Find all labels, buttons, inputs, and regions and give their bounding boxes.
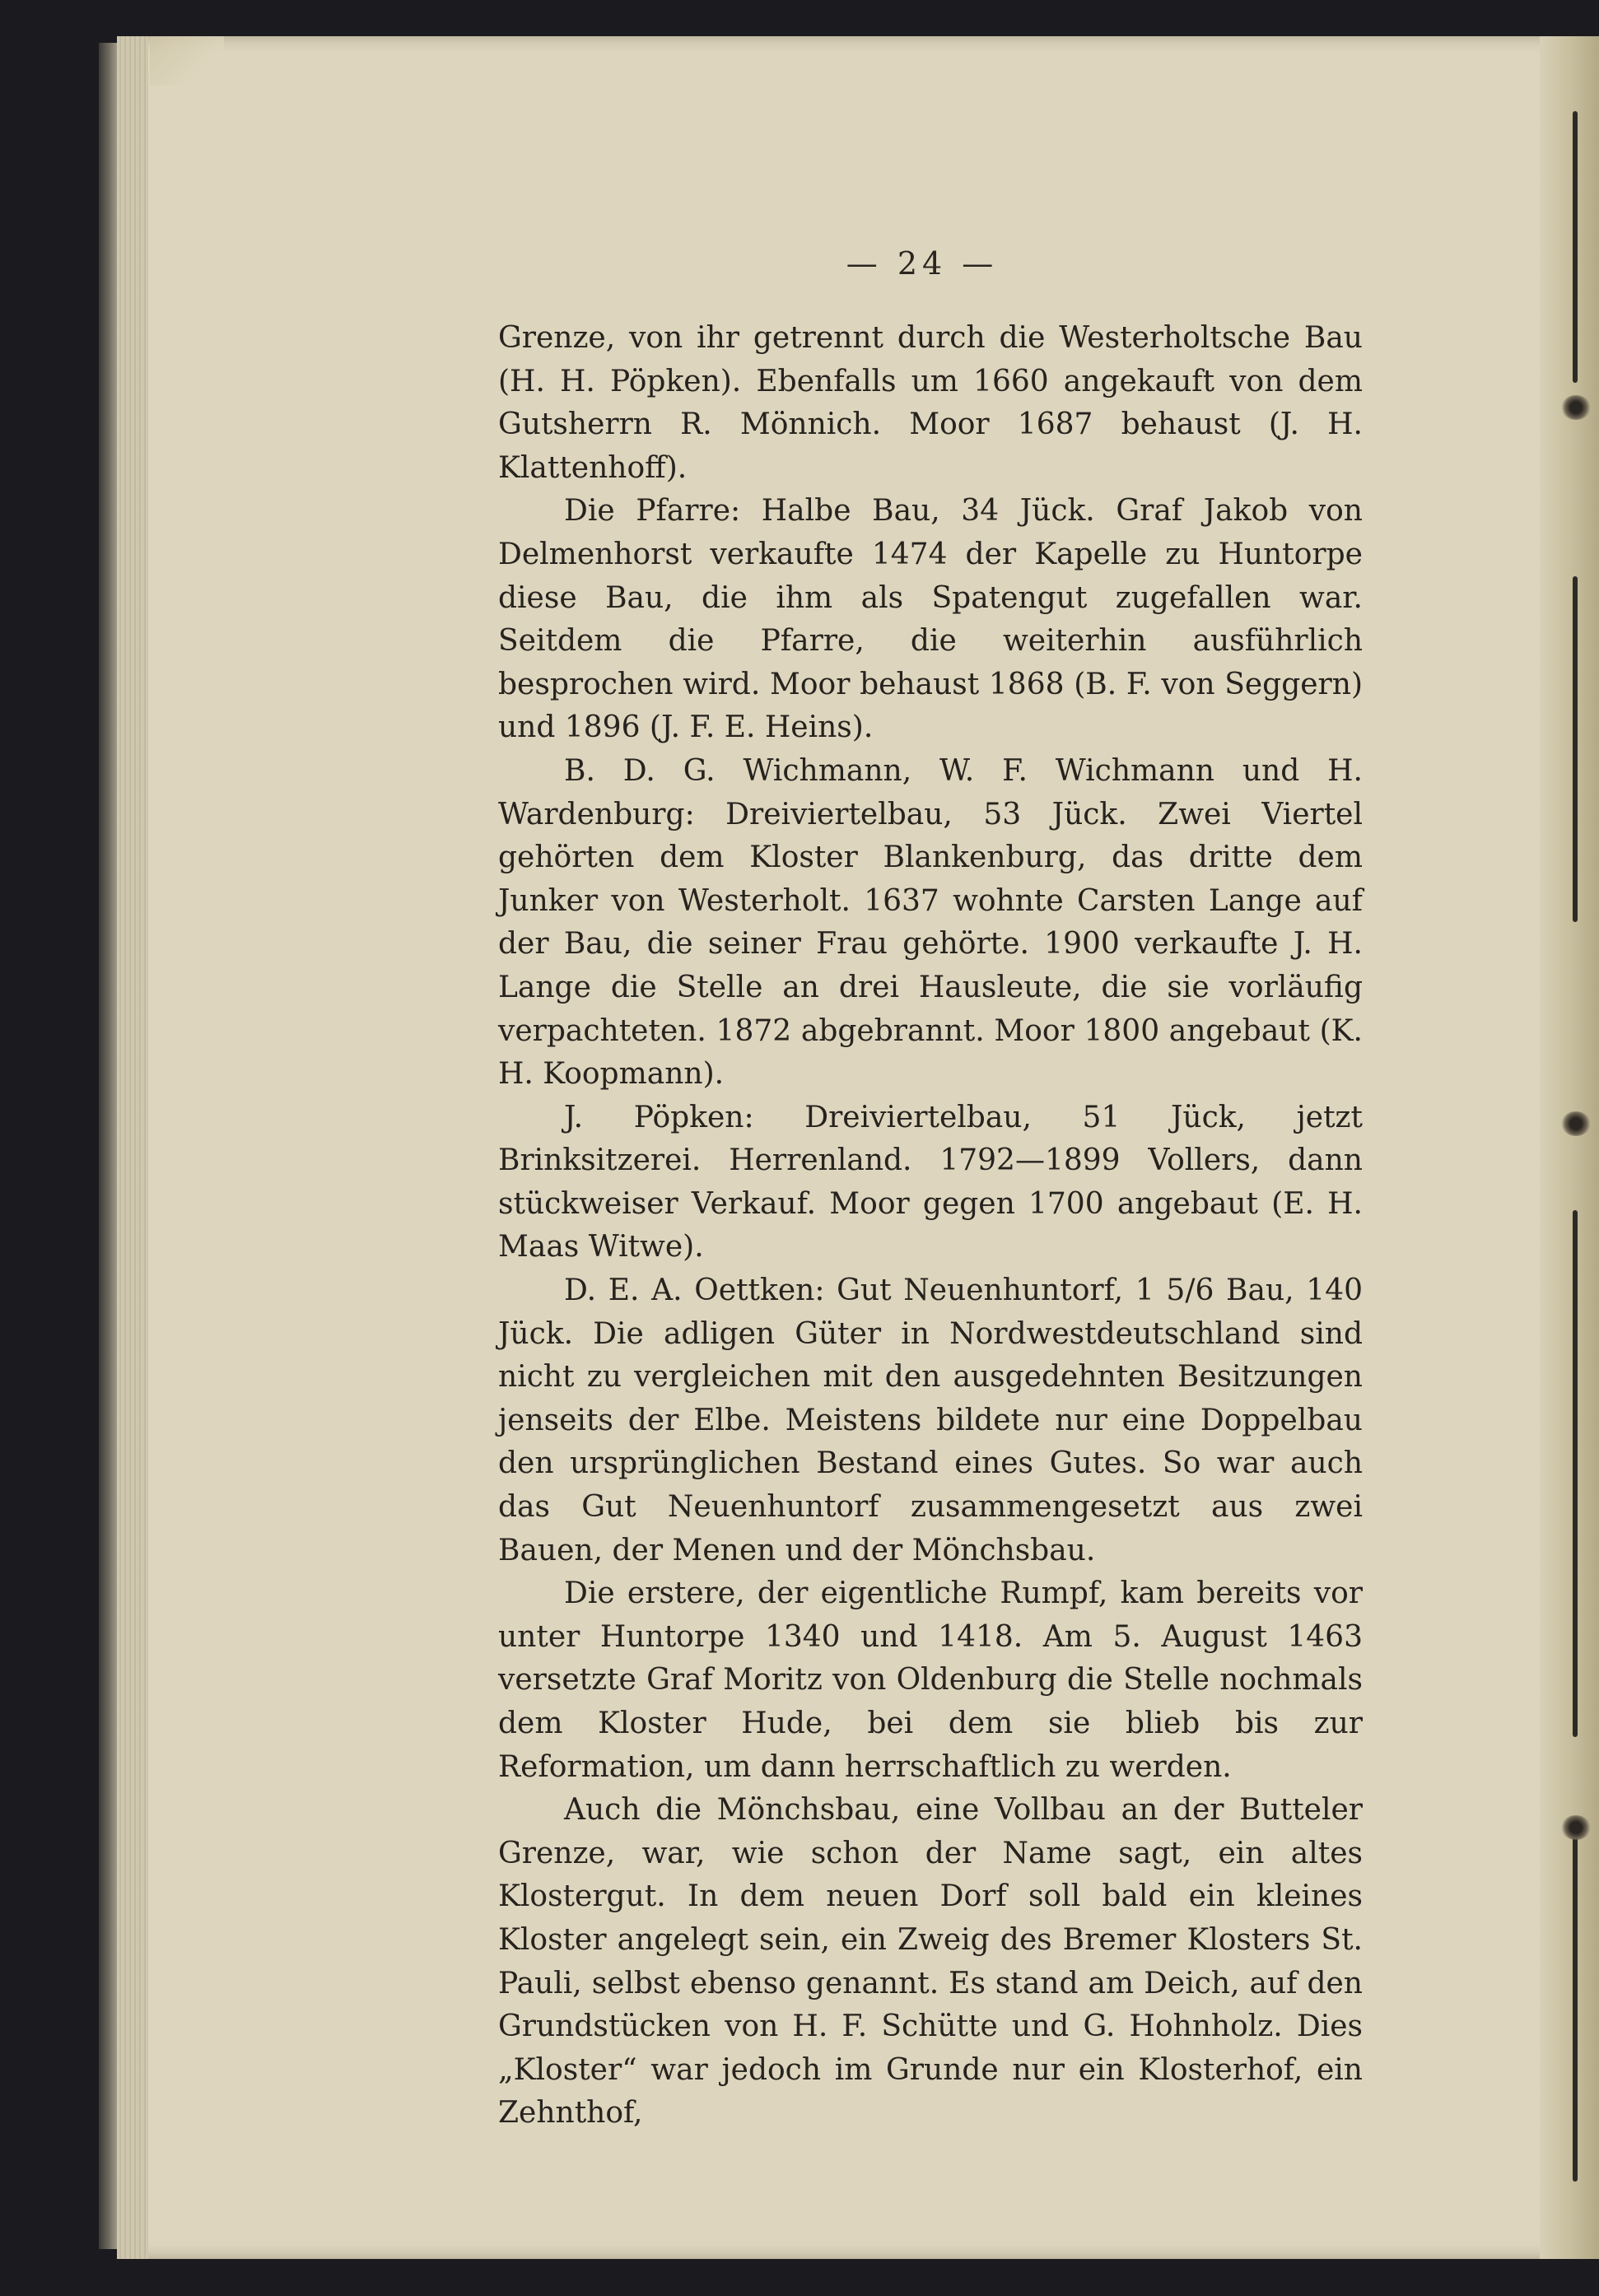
paragraph: Auch die Mönchsbau, eine Vollbau an der Butteler Grenze, war, wie schon der Name sagt, ein altes Klostergut. In dem neuen Dorf soll bald ein kleines Kloster angelegt sein, ein Zweig des Bremer Klosters St. Pauli, selbst ebenso genannt. Es stand am Deich, auf den Grundstücken von H. F. Schütte und G. Hohnholz. Dies „Kloster“ war jedoch im Grunde nur ein Klosterhof, ein Zehnthof, — [498, 1793, 1363, 2131]
binding-thread — [1573, 1836, 1578, 2182]
binding-hole — [1561, 395, 1591, 420]
binding-thread — [1573, 111, 1578, 383]
page-fold-corner — [150, 36, 224, 86]
paragraph: J. Pöpken: Dreiviertelbau, 51 Jück, jetzt Brinksitzerei. Herrenland. 1792—1899 Vollers, dann stückweiser Verkauf. Moor gegen 1700 angebaut (E. H. Maas Witwe). — [498, 1100, 1363, 1264]
paragraph: Die Pfarre: Halbe Bau, 34 Jück. Graf Jakob von Delmenhorst verkaufte 1474 der Kapelle zu Huntorpe diese Bau, die ihm als Spatengut zugefallen war. Seitdem die Pfarre, die weiterhin ausführlich besprochen wird. Moor behaust 1868 (B. F. von Seggern) und 1896 (J. F. E. Heins). — [498, 494, 1363, 745]
paragraph: B. D. G. Wichmann, W. F. Wichmann und H. Wardenburg: Dreiviertelbau, 53 Jück. Zwei Viertel gehörten dem Kloster Blankenburg, das dritte dem Junker von Westerholt. 1637 wohnte Carsten Lange auf der Bau, die seiner Frau gehörte. 1900 verkaufte J. H. Lange die Stelle an drei Hausleute, die sie vorläufig verpachteten. 1872 abgebrannt. Moor 1800 angebaut (K. H. Koopmann). — [498, 753, 1363, 1092]
binding-thread — [1573, 576, 1578, 922]
page-number: — 24 — — [846, 245, 999, 282]
body-text — [498, 317, 1363, 2135]
binding-thread — [1573, 1210, 1578, 1737]
binding-hole — [1561, 1815, 1591, 1840]
paragraph: Grenze, von ihr getrennt durch die Westerholtsche Bau (H. H. Pöpken). Ebenfalls um 1660 angekauft von dem Gutsherrn R. Mönnich. Moor 1687 behaust (J. H. Klattenhoff). — [498, 321, 1363, 485]
right-page-edge — [1540, 36, 1599, 2259]
paragraph: Die erstere, der eigentliche Rumpf, kam bereits vor unter Huntorpe 1340 und 1418. Am 5. August 1463 versetzte Graf Moritz von Oldenburg die Stelle nochmals dem Kloster Hude, bei dem sie blieb bis zur Reformation, um dann herrschaftlich zu werden. — [498, 1576, 1363, 1784]
page-edges — [117, 36, 148, 2259]
paragraph: D. E. A. Oettken: Gut Neuenhuntorf, 1 5/6 Bau, 140 Jück. Die adligen Güter in Nordwestdeutschland sind nicht zu vergleichen mit den ausgedehnten Besitzungen jenseits der Elbe. Meistens bildete nur eine Doppelbau den ursprünglichen Bestand eines Gutes. So war auch das Gut Neuenhuntorf zusammengesetzt aus zwei Bauen, der Menen und der Mönchsbau. — [498, 1274, 1363, 1567]
binding-hole — [1561, 1111, 1591, 1136]
